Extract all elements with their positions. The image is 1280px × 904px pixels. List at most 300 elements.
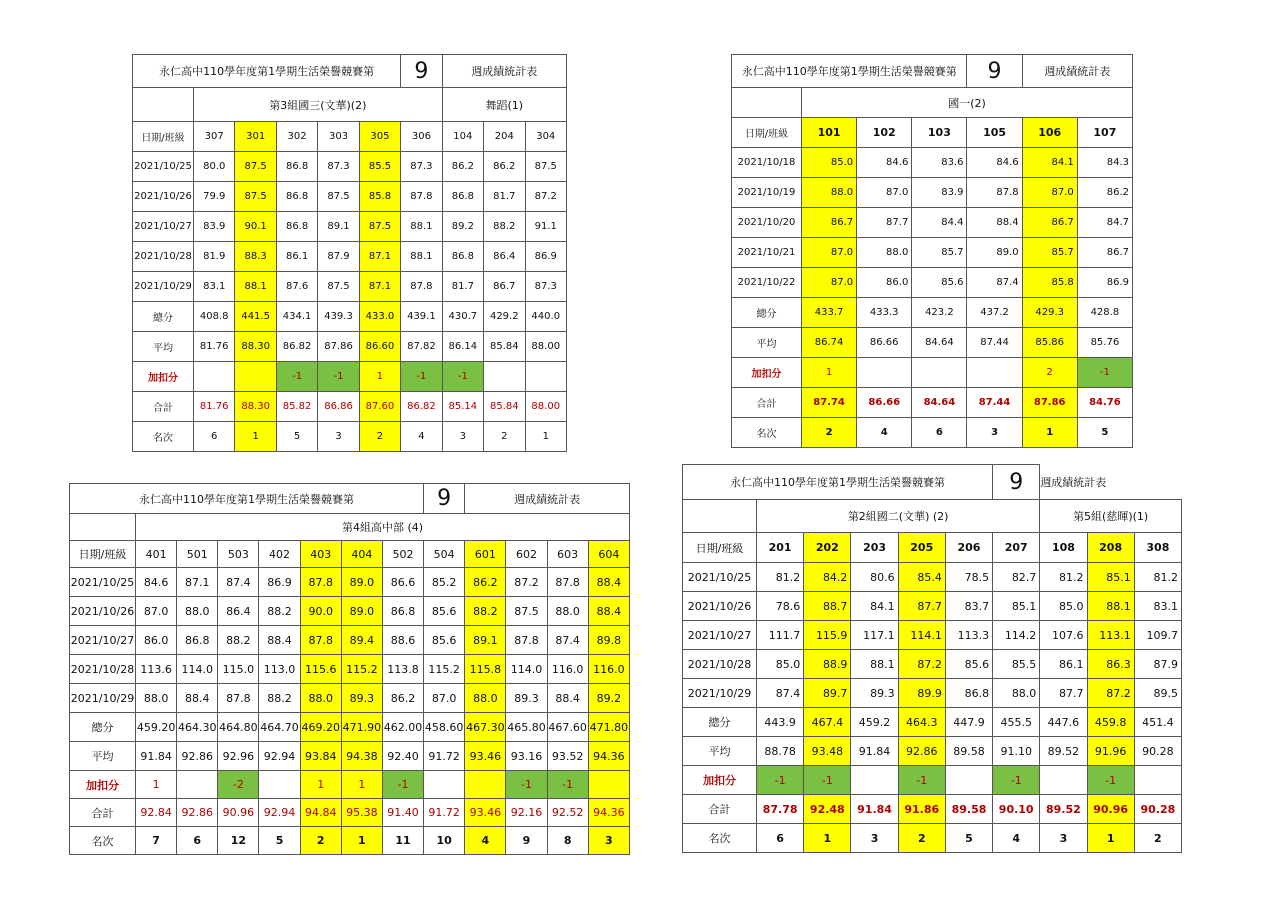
score-cell: 85.0: [1040, 592, 1087, 621]
total-cell: 467.30: [465, 713, 506, 742]
score-cell: 88.0: [857, 238, 912, 268]
rank-cell: 3: [442, 422, 483, 452]
score-cell: 88.2: [465, 597, 506, 626]
average-cell: 94.38: [341, 742, 382, 771]
group-label: 國一(2): [802, 88, 1133, 118]
score-cell: 87.7: [898, 592, 945, 621]
score-table: [69, 483, 630, 855]
header-label: 日期/班級: [70, 541, 136, 568]
sum-cell: 91.72: [424, 799, 465, 827]
score-cell: 83.9: [912, 178, 967, 208]
score-cell: 83.9: [194, 212, 235, 242]
rank-cell: 3: [851, 824, 898, 853]
score-cell: 86.8: [276, 212, 317, 242]
score-table: [731, 54, 1133, 448]
score-cell: 113.0: [259, 655, 300, 684]
average-cell: 91.84: [851, 737, 898, 766]
score-cell: 87.5: [359, 212, 400, 242]
sheet-title-suffix: 週成績統計表: [442, 55, 566, 88]
score-cell: 81.7: [442, 272, 483, 302]
rank-cell: 2: [898, 824, 945, 853]
average-cell: 88.78: [757, 737, 804, 766]
total-cell: 441.5: [235, 302, 276, 332]
score-cell: 89.1: [465, 626, 506, 655]
rank-cell: 5: [1077, 418, 1132, 448]
class-header: 306: [401, 122, 442, 152]
group-corner: [70, 514, 136, 541]
date-label: 2021/10/28: [133, 242, 194, 272]
adjust-cell: -1: [318, 362, 359, 392]
score-cell: 87.8: [401, 272, 442, 302]
sum-cell: 91.86: [898, 795, 945, 824]
total-cell: 423.2: [912, 298, 967, 328]
class-header: 205: [898, 533, 945, 563]
total-cell: 464.3: [898, 708, 945, 737]
rank-cell: 11: [382, 827, 423, 855]
score-cell: 87.4: [547, 626, 588, 655]
rank-label: 名次: [683, 824, 757, 853]
class-header: 402: [259, 541, 300, 568]
rank-cell: 6: [912, 418, 967, 448]
score-cell: 87.7: [1040, 679, 1087, 708]
score-cell: 113.3: [945, 621, 992, 650]
adjust-cell: [1040, 766, 1087, 795]
score-cell: 86.2: [465, 568, 506, 597]
rank-cell: 2: [1134, 824, 1181, 853]
average-cell: 93.52: [547, 742, 588, 771]
total-cell: 433.0: [359, 302, 400, 332]
average-cell: 87.86: [318, 332, 359, 362]
sum-cell: 93.46: [465, 799, 506, 827]
score-cell: 87.8: [401, 182, 442, 212]
rank-cell: 2: [359, 422, 400, 452]
score-cell: 85.8: [359, 182, 400, 212]
score-cell: 86.9: [259, 568, 300, 597]
score-cell: 88.0: [547, 597, 588, 626]
average-cell: 91.84: [136, 742, 177, 771]
class-header: 603: [547, 541, 588, 568]
rank-cell: 8: [547, 827, 588, 855]
total-cell: 462.00: [382, 713, 423, 742]
sum-label: 合計: [133, 392, 194, 422]
rank-cell: 6: [757, 824, 804, 853]
average-cell: 85.76: [1077, 328, 1132, 358]
total-cell: 467.60: [547, 713, 588, 742]
score-cell: 78.6: [757, 592, 804, 621]
total-cell: 451.4: [1134, 708, 1181, 737]
score-cell: 88.0: [177, 597, 218, 626]
class-header: 308: [1134, 533, 1181, 563]
score-cell: 109.7: [1134, 621, 1181, 650]
score-cell: 82.7: [993, 563, 1040, 592]
sum-cell: 85.14: [442, 392, 483, 422]
total-label: 總分: [732, 298, 802, 328]
score-cell: 86.8: [177, 626, 218, 655]
date-label: 2021/10/27: [133, 212, 194, 242]
adjust-cell: [912, 358, 967, 388]
score-cell: 116.0: [588, 655, 629, 684]
adjust-cell: -1: [276, 362, 317, 392]
rank-cell: 3: [588, 827, 629, 855]
score-cell: 84.6: [136, 568, 177, 597]
score-cell: 81.2: [1134, 563, 1181, 592]
adjust-cell: [857, 358, 912, 388]
score-cell: 84.6: [967, 148, 1022, 178]
adjust-cell: 1: [136, 771, 177, 799]
group-label: 第2組國二(文華) (2): [757, 500, 1040, 533]
rank-cell: 3: [318, 422, 359, 452]
sum-label: 合計: [732, 388, 802, 418]
average-cell: 91.96: [1087, 737, 1134, 766]
adjust-cell: [588, 771, 629, 799]
score-cell: 87.1: [359, 272, 400, 302]
score-cell: 78.5: [945, 563, 992, 592]
sum-cell: 91.84: [851, 795, 898, 824]
total-cell: 443.9: [757, 708, 804, 737]
score-cell: 87.1: [359, 242, 400, 272]
score-cell: 88.4: [967, 208, 1022, 238]
score-cell: 84.1: [851, 592, 898, 621]
score-table: [682, 464, 1182, 853]
group-corner: [133, 88, 194, 122]
date-label: 2021/10/19: [732, 178, 802, 208]
score-cell: 107.6: [1040, 621, 1087, 650]
rank-cell: 1: [235, 422, 276, 452]
adjust-cell: -1: [757, 766, 804, 795]
score-cell: 87.8: [506, 626, 547, 655]
adjust-label: 加扣分: [70, 771, 136, 799]
date-label: 2021/10/29: [70, 684, 136, 713]
sum-cell: 92.52: [547, 799, 588, 827]
score-cell: 88.2: [259, 684, 300, 713]
sum-cell: 85.84: [484, 392, 525, 422]
date-label: 2021/10/28: [70, 655, 136, 684]
score-cell: 86.8: [442, 242, 483, 272]
sheet-title: 永仁高中110學年度第1學期生活榮譽競賽第: [732, 55, 967, 88]
average-cell: 87.82: [401, 332, 442, 362]
rank-cell: 12: [218, 827, 259, 855]
group-corner: [732, 88, 802, 118]
average-cell: 92.40: [382, 742, 423, 771]
average-cell: 85.86: [1022, 328, 1077, 358]
score-cell: 85.6: [424, 597, 465, 626]
sum-cell: 90.10: [993, 795, 1040, 824]
average-cell: 88.00: [525, 332, 567, 362]
adjust-cell: -1: [1087, 766, 1134, 795]
adjust-cell: [1134, 766, 1181, 795]
score-cell: 89.0: [967, 238, 1022, 268]
group-label: 第3組國三(文華)(2): [194, 88, 443, 122]
class-header: 207: [993, 533, 1040, 563]
average-cell: 91.72: [424, 742, 465, 771]
adjust-cell: -1: [804, 766, 851, 795]
score-cell: 86.8: [382, 597, 423, 626]
total-cell: 464.70: [259, 713, 300, 742]
score-cell: 87.9: [1134, 650, 1181, 679]
total-cell: 440.0: [525, 302, 567, 332]
adjust-label: 加扣分: [732, 358, 802, 388]
score-cell: 88.0: [300, 684, 341, 713]
adjust-cell: [465, 771, 506, 799]
average-cell: 93.46: [465, 742, 506, 771]
rank-cell: 4: [857, 418, 912, 448]
score-cell: 86.4: [484, 242, 525, 272]
score-cell: 87.0: [857, 178, 912, 208]
score-cell: 86.0: [857, 268, 912, 298]
adjust-cell: 2: [1022, 358, 1077, 388]
score-cell: 86.1: [1040, 650, 1087, 679]
score-cell: 88.9: [804, 650, 851, 679]
average-label: 平均: [683, 737, 757, 766]
header-label: 日期/班級: [683, 533, 757, 563]
score-cell: 86.9: [1077, 268, 1132, 298]
sum-cell: 92.48: [804, 795, 851, 824]
score-cell: 88.1: [235, 272, 276, 302]
score-cell: 115.2: [424, 655, 465, 684]
average-cell: 90.28: [1134, 737, 1181, 766]
score-cell: 90.0: [300, 597, 341, 626]
score-cell: 89.7: [804, 679, 851, 708]
sheet-title: 永仁高中110學年度第1學期生活榮譽競賽第: [683, 465, 993, 500]
total-label: 總分: [683, 708, 757, 737]
adjust-cell: [194, 362, 235, 392]
rank-label: 名次: [732, 418, 802, 448]
score-cell: 87.8: [300, 568, 341, 597]
average-label: 平均: [133, 332, 194, 362]
adjust-cell: 1: [359, 362, 400, 392]
class-header: 104: [442, 122, 483, 152]
score-cell: 83.7: [945, 592, 992, 621]
date-label: 2021/10/29: [683, 679, 757, 708]
average-cell: 92.86: [898, 737, 945, 766]
rank-cell: 1: [525, 422, 567, 452]
class-header: 401: [136, 541, 177, 568]
score-cell: 117.1: [851, 621, 898, 650]
total-cell: 458.60: [424, 713, 465, 742]
rank-cell: 4: [401, 422, 442, 452]
average-cell: 86.74: [802, 328, 857, 358]
class-header: 108: [1040, 533, 1087, 563]
week-number: 9: [993, 465, 1040, 500]
total-cell: 439.3: [318, 302, 359, 332]
total-cell: 465.80: [506, 713, 547, 742]
score-cell: 85.0: [757, 650, 804, 679]
rank-cell: 2: [484, 422, 525, 452]
class-header: 101: [802, 118, 857, 148]
score-cell: 87.8: [547, 568, 588, 597]
score-cell: 87.3: [401, 152, 442, 182]
average-cell: 81.76: [194, 332, 235, 362]
score-cell: 86.8: [276, 152, 317, 182]
total-cell: 439.1: [401, 302, 442, 332]
score-cell: 85.0: [802, 148, 857, 178]
score-cell: 85.6: [945, 650, 992, 679]
date-label: 2021/10/21: [732, 238, 802, 268]
date-label: 2021/10/27: [70, 626, 136, 655]
adjust-cell: [967, 358, 1022, 388]
sum-cell: 88.00: [525, 392, 567, 422]
score-cell: 88.4: [588, 568, 629, 597]
average-cell: 86.60: [359, 332, 400, 362]
score-cell: 88.7: [804, 592, 851, 621]
average-cell: 94.36: [588, 742, 629, 771]
score-cell: 87.2: [1087, 679, 1134, 708]
adjust-cell: -1: [506, 771, 547, 799]
score-cell: 88.0: [136, 684, 177, 713]
sum-cell: 86.86: [318, 392, 359, 422]
sheet-title-suffix: 週成績統計表: [1040, 465, 1182, 500]
score-cell: 87.5: [318, 272, 359, 302]
score-cell: 115.2: [341, 655, 382, 684]
sum-cell: 84.64: [912, 388, 967, 418]
score-cell: 89.2: [442, 212, 483, 242]
score-cell: 85.2: [424, 568, 465, 597]
score-cell: 87.4: [757, 679, 804, 708]
date-label: 2021/10/18: [732, 148, 802, 178]
score-cell: 86.2: [382, 684, 423, 713]
class-header: 602: [506, 541, 547, 568]
sum-label: 合計: [683, 795, 757, 824]
score-cell: 115.0: [218, 655, 259, 684]
score-cell: 88.6: [382, 626, 423, 655]
rank-cell: 7: [136, 827, 177, 855]
rank-cell: 6: [177, 827, 218, 855]
week-number: 9: [401, 55, 442, 88]
sum-cell: 95.38: [341, 799, 382, 827]
average-cell: 87.44: [967, 328, 1022, 358]
class-header: 501: [177, 541, 218, 568]
score-cell: 113.6: [136, 655, 177, 684]
score-cell: 85.6: [424, 626, 465, 655]
average-cell: 93.84: [300, 742, 341, 771]
score-cell: 86.8: [945, 679, 992, 708]
score-cell: 86.1: [276, 242, 317, 272]
score-cell: 87.0: [802, 268, 857, 298]
score-cell: 115.8: [465, 655, 506, 684]
class-header: 303: [318, 122, 359, 152]
adjust-cell: 1: [300, 771, 341, 799]
score-cell: 113.8: [382, 655, 423, 684]
total-cell: 437.2: [967, 298, 1022, 328]
score-cell: 89.5: [1134, 679, 1181, 708]
sum-cell: 85.82: [276, 392, 317, 422]
adjust-cell: [424, 771, 465, 799]
average-cell: 92.86: [177, 742, 218, 771]
score-cell: 88.1: [401, 242, 442, 272]
total-cell: 469.20: [300, 713, 341, 742]
score-cell: 84.4: [912, 208, 967, 238]
rank-cell: 1: [341, 827, 382, 855]
group-label: 舞蹈(1): [442, 88, 566, 122]
scoreboard-sheet-4: [682, 464, 1182, 850]
score-table: [132, 54, 567, 452]
score-cell: 81.2: [1040, 563, 1087, 592]
class-header: 103: [912, 118, 967, 148]
total-cell: 447.9: [945, 708, 992, 737]
score-cell: 88.1: [401, 212, 442, 242]
score-cell: 115.9: [804, 621, 851, 650]
class-header: 106: [1022, 118, 1077, 148]
rank-cell: 2: [802, 418, 857, 448]
average-cell: 89.58: [945, 737, 992, 766]
score-cell: 88.1: [1087, 592, 1134, 621]
total-cell: 459.8: [1087, 708, 1134, 737]
score-cell: 87.2: [898, 650, 945, 679]
score-cell: 89.3: [341, 684, 382, 713]
average-cell: 89.52: [1040, 737, 1087, 766]
group-label: 第4組高中部 (4): [136, 514, 630, 541]
sum-cell: 87.74: [802, 388, 857, 418]
total-cell: 471.90: [341, 713, 382, 742]
sheet-title: 永仁高中110學年度第1學期生活榮譽競賽第: [70, 484, 424, 514]
rank-cell: 1: [1087, 824, 1134, 853]
sum-cell: 89.58: [945, 795, 992, 824]
score-cell: 87.9: [318, 242, 359, 272]
average-cell: 86.66: [857, 328, 912, 358]
score-cell: 88.4: [547, 684, 588, 713]
date-label: 2021/10/25: [70, 568, 136, 597]
rank-label: 名次: [70, 827, 136, 855]
sum-cell: 91.40: [382, 799, 423, 827]
total-cell: 459.2: [851, 708, 898, 737]
class-header: 503: [218, 541, 259, 568]
rank-cell: 9: [506, 827, 547, 855]
sum-cell: 81.76: [194, 392, 235, 422]
score-cell: 87.4: [218, 568, 259, 597]
rank-cell: 4: [993, 824, 1040, 853]
score-cell: 87.0: [802, 238, 857, 268]
week-number: 9: [967, 55, 1022, 88]
total-cell: 434.1: [276, 302, 317, 332]
average-label: 平均: [732, 328, 802, 358]
score-cell: 86.2: [1077, 178, 1132, 208]
score-cell: 90.1: [235, 212, 276, 242]
score-cell: 114.1: [898, 621, 945, 650]
adjust-cell: 1: [341, 771, 382, 799]
average-cell: 84.64: [912, 328, 967, 358]
total-cell: 471.80: [588, 713, 629, 742]
rank-cell: 6: [194, 422, 235, 452]
sum-cell: 88.30: [235, 392, 276, 422]
class-header: 301: [235, 122, 276, 152]
class-header: 601: [465, 541, 506, 568]
average-cell: 92.94: [259, 742, 300, 771]
week-number: 9: [424, 484, 465, 514]
sum-cell: 90.96: [218, 799, 259, 827]
score-cell: 88.0: [993, 679, 1040, 708]
total-cell: 428.8: [1077, 298, 1132, 328]
total-cell: 464.30: [177, 713, 218, 742]
scoreboard-sheet-1: [132, 54, 567, 444]
score-cell: 86.6: [382, 568, 423, 597]
average-label: 平均: [70, 742, 136, 771]
adjust-cell: [259, 771, 300, 799]
adjust-cell: [177, 771, 218, 799]
sum-cell: 86.66: [857, 388, 912, 418]
adjust-cell: -1: [1077, 358, 1132, 388]
rank-cell: 4: [465, 827, 506, 855]
score-cell: 83.1: [1134, 592, 1181, 621]
score-cell: 88.4: [177, 684, 218, 713]
total-cell: 429.3: [1022, 298, 1077, 328]
score-cell: 87.0: [424, 684, 465, 713]
sheet-title-suffix: 週成績統計表: [1022, 55, 1132, 88]
rank-cell: 5: [945, 824, 992, 853]
adjust-cell: -2: [218, 771, 259, 799]
score-cell: 116.0: [547, 655, 588, 684]
score-cell: 86.8: [276, 182, 317, 212]
score-cell: 89.8: [588, 626, 629, 655]
